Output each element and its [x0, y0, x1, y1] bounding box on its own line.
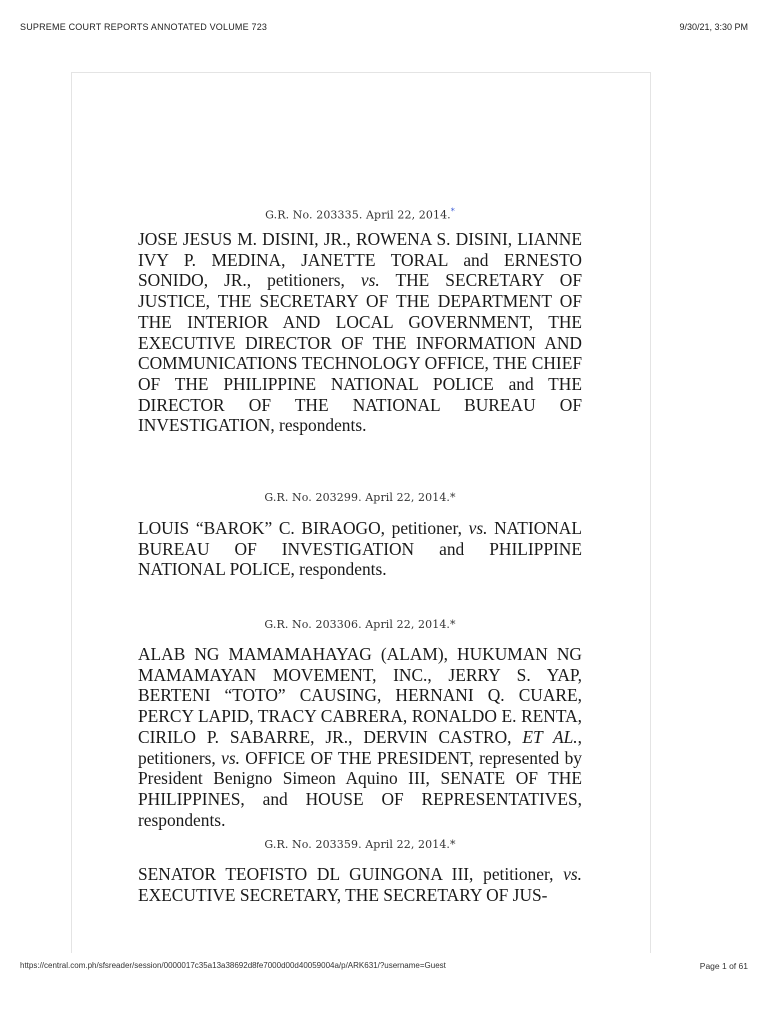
- text-run: NATIONAL BUREAU OF INVESTIGATION and PHILIPPINE NATIONAL POLICE, respondents.: [138, 518, 582, 580]
- italic-run: vs.: [563, 864, 582, 884]
- case-caption-text: [138, 864, 582, 905]
- footnote-link[interactable]: *: [450, 207, 455, 216]
- print-datetime: 9/30/21, 3:30 PM: [679, 22, 748, 32]
- text-run: , petitioners,: [138, 726, 582, 768]
- page-indicator: Page 1 of 61: [699, 961, 748, 971]
- page-url: https://central.com.ph/sfsreader/session/0000017c35a13a38692d8fe7000d00d40059004a/p/ARK631/?username=Guest: [20, 961, 446, 970]
- case-caption: [138, 644, 582, 830]
- print-header: [20, 22, 748, 36]
- case-caption-text: [138, 229, 582, 436]
- case-heading: G.R. No. 203299. April 22, 2014.*: [264, 491, 456, 504]
- italic-run: vs.: [360, 270, 380, 291]
- case-caption: [138, 864, 582, 905]
- document-page: [71, 72, 651, 953]
- italic-run: vs.: [221, 747, 240, 768]
- italic-run: vs.: [468, 518, 488, 538]
- document-title: SUPREME COURT REPORTS ANNOTATED VOLUME 723: [20, 22, 268, 32]
- case-heading: G.R. No. 203306. April 22, 2014.*: [264, 618, 456, 631]
- case-heading: G.R. No. 203335. April 22, 2014.*: [265, 207, 455, 222]
- print-footer: [20, 961, 748, 973]
- italic-run: ET AL.: [522, 726, 578, 747]
- case-caption: [138, 518, 582, 580]
- case-heading: G.R. No. 203359. April 22, 2014.*: [264, 838, 456, 851]
- text-run: SENATOR TEOFISTO DL GUINGONA III, petitioner,: [138, 864, 564, 884]
- text-run: EXECUTIVE SECRETARY, THE SECRETARY OF JUS-: [138, 884, 548, 905]
- text-run: OFFICE OF THE PRESIDENT, represented by President Benigno Simeon Aquino III, SENATE OF THE PHILIPPINES, and HOUSE OF REPRESENTATIVES, respondents.: [138, 747, 582, 830]
- text-run: ALAB NG MAMAMAHAYAG (ALAM), HUKUMAN NG MAMAMAYAN MOVEMENT, INC., JERRY S. YAP, BERTENI “TOTO” CAUSING, HERNANI Q. CUARE, PERCY LAPID, TRACY CABRERA, RONALDO E. RENTA, CIRILO P. SABARRE, JR., DERVIN CASTRO,: [138, 644, 582, 747]
- case-caption-text: [138, 644, 582, 830]
- text-run: LOUIS “BAROK” C. BIRAOGO, petitioner,: [138, 518, 469, 538]
- text-run: THE SECRETARY OF JUSTICE, THE SECRETARY OF THE DEPARTMENT OF THE INTERIOR AND LOCAL GOVERNMENT, THE EXECUTIVE DIRECTOR OF THE INFORMATION AND COMMUNICATIONS TECHNOLOGY OFFICE, THE CHIEF OF THE PHILIPPINE NATIONAL POLICE and THE DIRECTOR OF THE NATIONAL BUREAU OF INVESTIGATION, respondents.: [138, 270, 582, 436]
- text-run: JOSE JESUS M. DISINI, JR., ROWENA S. DISINI, LIANNE IVY P. MEDINA, JANETTE TORAL and ERNESTO SONIDO, JR., petitioners,: [138, 229, 582, 291]
- case-caption-text: [138, 518, 582, 580]
- case-caption: [138, 229, 582, 436]
